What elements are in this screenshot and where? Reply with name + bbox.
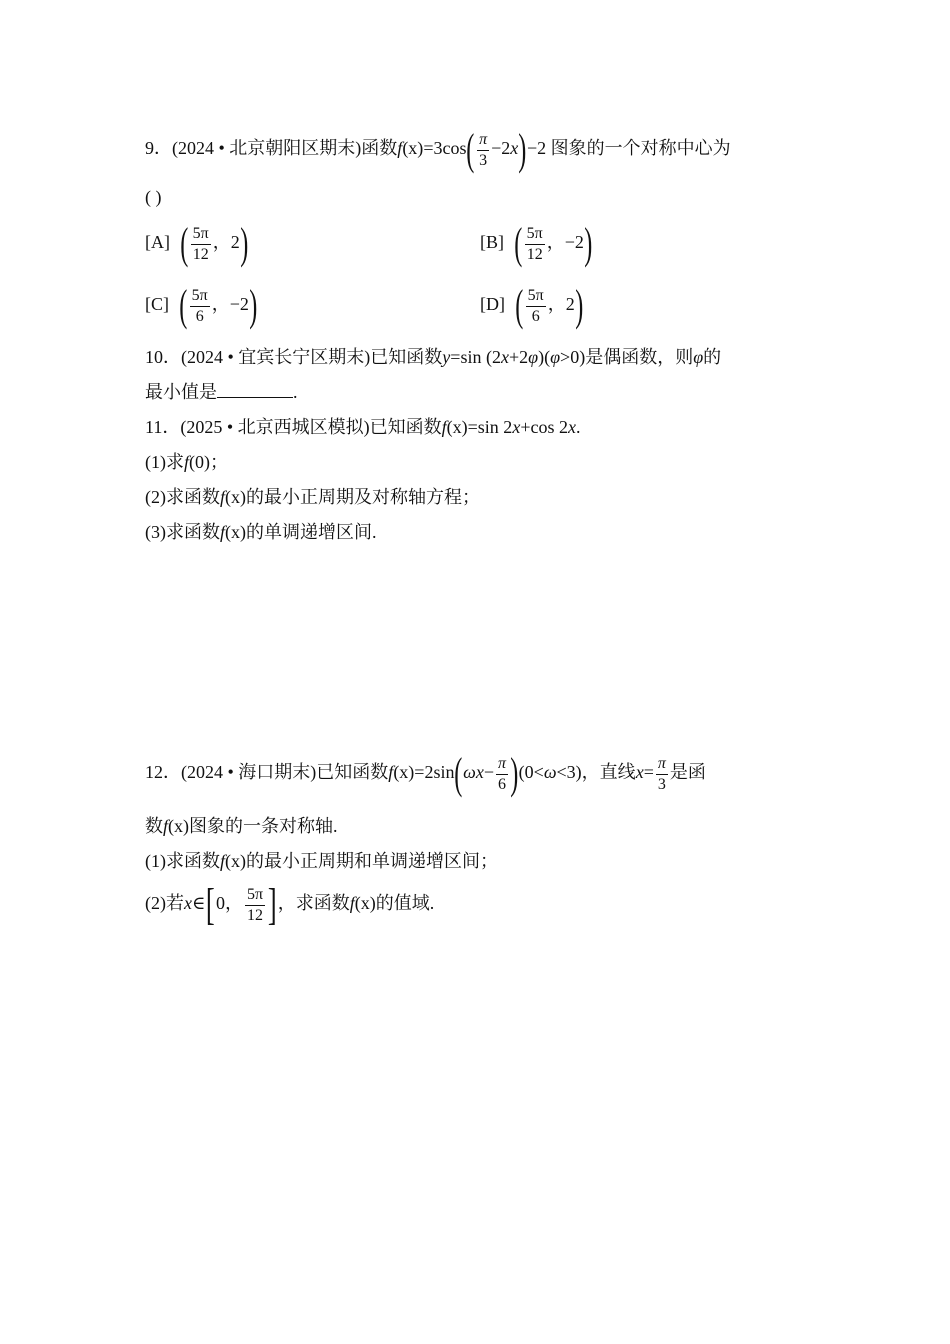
text: 已知函数 [369,417,442,437]
text: +cos 2 [520,417,568,437]
text: 5π [526,286,546,307]
q12-stem [145,749,706,798]
text: (x)图象的一条对称轴. [168,816,338,836]
right-paren: ) [518,125,527,174]
text: π [496,754,508,775]
text: 0， [215,893,243,914]
text: 数 [145,816,163,836]
fraction [526,286,546,327]
left-paren: ( [180,219,189,268]
text: 12 [192,245,209,263]
fraction [656,754,668,795]
text: 函数 [361,138,398,159]
text: π [477,130,489,151]
left-paren: ( [515,281,524,330]
text: [D] [480,294,505,315]
text: (x)=sin 2 [446,417,513,437]
text: φ [693,347,704,367]
text: 5π [190,286,210,307]
text: (x)的值域. [354,893,435,914]
text: )( [538,347,551,367]
text: (x)的最小正周期及对称轴方程； [225,487,481,507]
right-paren: ) [249,281,258,330]
text: =3cos [423,138,467,159]
text: (3)求函数 [145,522,220,542]
text: >0)是偶函数，则 [560,347,694,367]
text: ∈ [192,893,206,914]
text: φ [550,347,561,367]
text: f [397,138,403,159]
option-b [480,219,593,268]
text: ，求函数 [277,893,350,914]
left-paren: ( [454,749,463,798]
text: ，2 [547,294,575,315]
question-number: 9． [145,138,172,159]
text: π [656,754,668,775]
fraction [525,224,545,265]
text: f [220,851,226,871]
text: (2)求函数 [145,487,220,507]
text: 3 [657,775,666,793]
right-bracket: ] [267,880,277,929]
text: 12 [526,245,543,263]
text: (x) [402,138,424,159]
right-paren: ) [584,219,593,268]
text: 已知函数 [370,347,443,367]
q10-stem [145,343,721,369]
text: ，2 [212,232,240,253]
text: x [567,417,576,437]
q11-part2 [145,483,480,509]
text: f [441,417,447,437]
text: 6 [195,307,204,325]
answer-paren: ( ) [145,187,162,207]
q9-stem [145,125,731,174]
text: ω [543,762,557,783]
text: f [163,816,169,836]
text: f [220,522,226,542]
text: φ [528,347,539,367]
text: = [643,762,654,783]
text: [A] [145,232,170,253]
text: (x)的最小正周期和单调递增区间； [225,851,499,871]
text: 已知函数 [316,762,389,783]
text: . [293,382,298,402]
text: ，−2 [546,232,584,253]
right-paren: ) [575,281,584,330]
fraction [477,130,489,171]
text: x [635,762,644,783]
text: f [349,893,355,914]
text: 的 [703,347,722,367]
text: − [483,762,494,783]
text: 是函 [669,762,706,783]
q11-stem [145,413,580,439]
option-c [145,281,258,330]
text: (x)=2sin [393,762,455,783]
option-d [480,281,584,330]
q10-line2 [145,378,298,404]
fraction [190,286,210,327]
fraction [496,754,508,795]
text: (x)的单调递增区间. [225,522,377,542]
left-paren: ( [179,281,188,330]
text: x [510,138,519,159]
text: −2 图象的一个对称中心为 [526,138,731,159]
text: −2 [491,138,511,159]
right-paren: ) [510,749,519,798]
text: 5π [525,224,545,245]
q12-part2 [145,880,435,929]
text: (1)求 [145,452,184,472]
text: (1)求函数 [145,851,220,871]
question-number: 10． [145,347,181,367]
text: =sin (2 [450,347,501,367]
question-number: 11． [145,417,181,437]
text: 3 [479,151,488,169]
question-source: (2025 • 北京西城区模拟) [180,417,370,437]
text: f [220,487,226,507]
text: (2)若 [145,893,184,914]
text: x [512,417,521,437]
text: 6 [497,775,506,793]
left-paren: ( [466,125,475,174]
question-number: 12． [145,762,181,783]
left-bracket: [ [206,880,216,929]
fraction [245,885,265,926]
text: 最小值是 [145,382,217,402]
right-paren: ) [240,219,249,268]
fraction [191,224,211,265]
text: +2 [508,347,529,367]
text: . [575,417,581,437]
text: f [388,762,394,783]
text: ，−2 [211,294,249,315]
question-source: (2024 • 北京朝阳区期末) [172,138,362,159]
text: <3)，直线 [556,762,636,783]
text: ωx [463,762,484,783]
text: 5π [191,224,211,245]
text: y [442,347,451,367]
q11-part1 [145,448,228,474]
q12-line2 [145,812,338,838]
question-source: (2024 • 海口期末) [181,762,317,783]
question-source: (2024 • 宜宾长宁区期末) [181,347,371,367]
option-a [145,219,249,268]
text: (0)； [189,452,229,472]
text: [B] [480,232,504,253]
left-paren: ( [514,219,523,268]
answer-blank [217,381,293,398]
text: x [500,347,509,367]
q12-part1 [145,847,498,873]
q11-part3 [145,518,377,544]
text: 12 [247,906,264,924]
text: x [184,893,192,914]
text: 5π [245,885,265,906]
text: [C] [145,294,169,315]
text: (0< [518,762,544,783]
text: f [184,452,190,472]
text: 6 [531,307,540,325]
